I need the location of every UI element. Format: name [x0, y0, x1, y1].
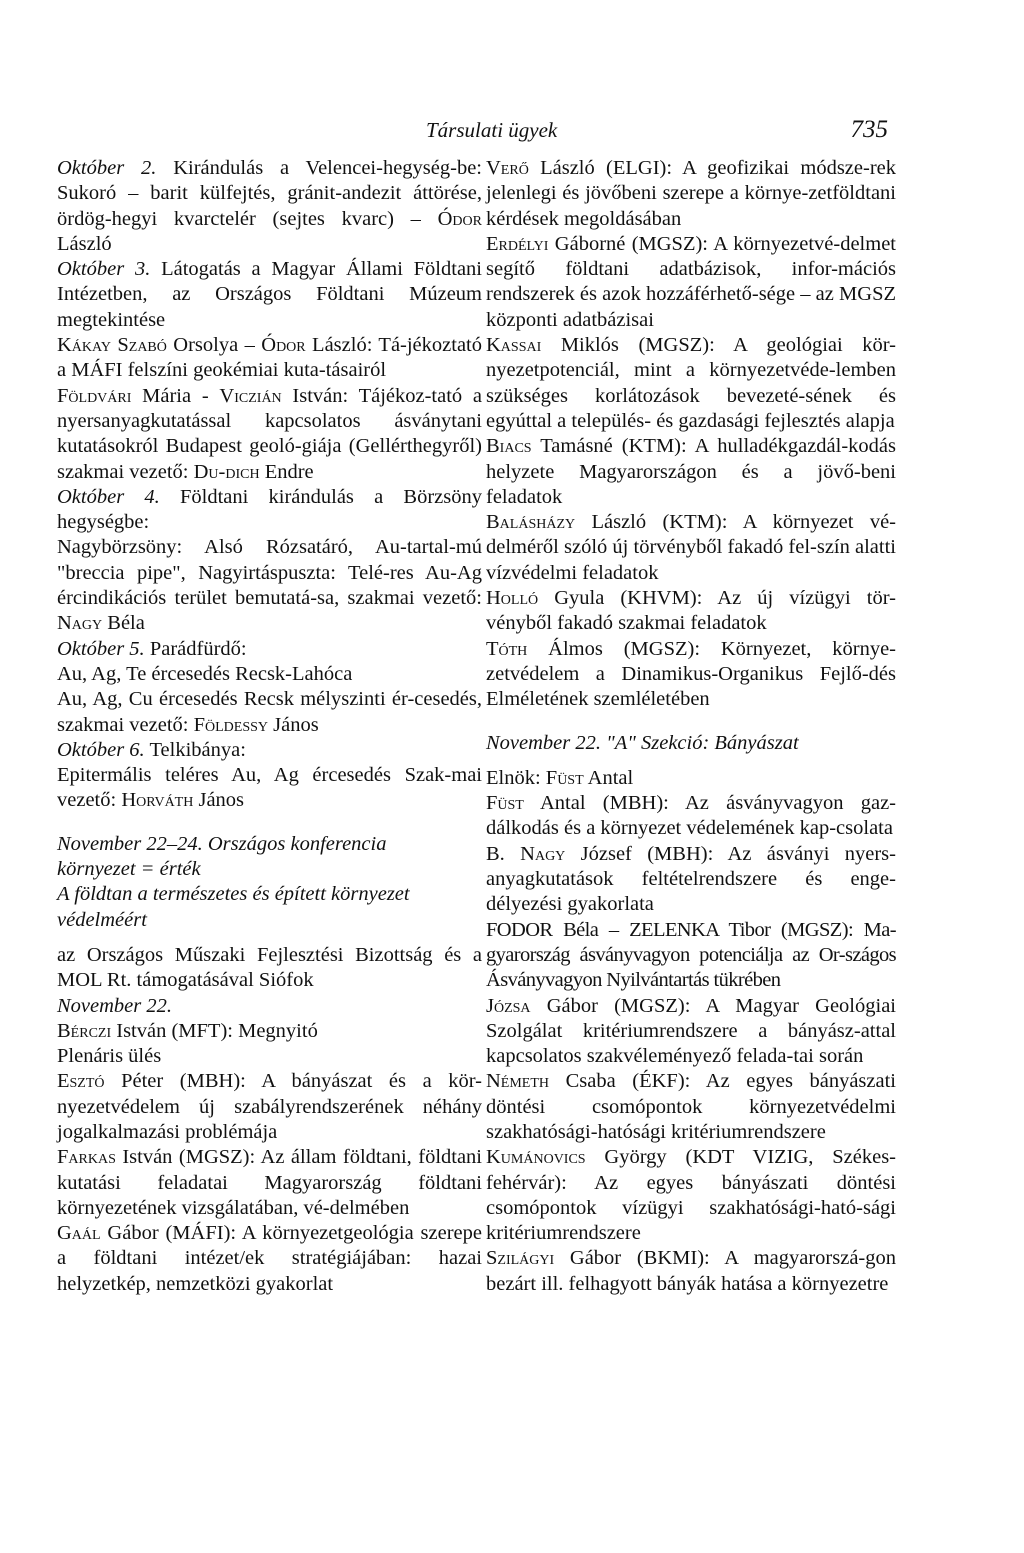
person-name: Füst — [545, 766, 584, 789]
paragraph-text: Parádfürdő: — [144, 637, 247, 660]
paragraph-biacs — [486, 434, 896, 510]
person-name: Biacs — [486, 435, 532, 458]
paragraph-gaal — [57, 1221, 482, 1297]
paragraph-text: József (MBH): Az ásványi nyers-anyagkutatások feltételrendszere és enge-délyezési gyakorlata — [486, 842, 896, 916]
paragraph-october-6 — [57, 738, 482, 763]
paragraph-text: Endre — [259, 460, 314, 483]
paragraph-kassai — [486, 333, 896, 434]
paragraph-october-3 — [57, 257, 482, 333]
section-heading: November 22. "A" Szekció: Bányászat — [486, 731, 799, 754]
person-name: Du-dich — [193, 460, 260, 483]
paragraph-text: Földtani kirándulás a Börzsöny hegységbe: — [57, 485, 482, 534]
paragraph-text: Telkibánya: — [144, 738, 246, 761]
paragraph-text: Antal (MBH): Az ásványvagyon gaz-dálkodás és a környezet védelemének kap-csolata — [486, 792, 896, 840]
paragraph-nagyborzsony — [57, 535, 482, 636]
person-name: Esztó — [57, 1070, 105, 1093]
paragraph-text: Plenáris ülés — [57, 1045, 162, 1068]
paragraph-jozsa — [486, 994, 896, 1070]
conference-heading-line2: környezet = érték — [57, 858, 201, 881]
paragraph-szilagyi — [486, 1246, 896, 1297]
date-label: Október 5. — [57, 637, 145, 660]
paragraph-text: László (ELGI): A geofizikai módsze-rek jelenlegi és jövőbeni szerepe a környe-zetföldtani kérdések megoldásában — [486, 157, 896, 230]
person-name: Erdélyi — [486, 232, 549, 255]
paragraph-foldvari — [57, 384, 482, 485]
person-name: Kassai — [486, 334, 542, 357]
paragraph-text: István: Tájékoz-tató a nyersanyagkutatással kapcsolatos ásványtani kutatásokról Budapest geoló-giája (Gellérthegyről) szakmai vezető: — [57, 384, 483, 483]
paragraph-eszto — [57, 1069, 482, 1145]
paragraph-text: István (MGSZ): Az állam földtani, földtani kutatási feladatai Magyarország földtani környezetének vizsgálatában, vé-delmében — [57, 1146, 482, 1219]
paragraph-nemeth — [486, 1069, 896, 1145]
paragraph-recsk-melyszint — [57, 687, 482, 738]
running-title: Társulati ügyek — [426, 118, 558, 142]
paragraph-text: Orsolya – — [166, 334, 262, 357]
running-header — [0, 116, 1024, 146]
person-name: Viczián — [219, 384, 282, 407]
paragraph-chair — [486, 766, 896, 791]
paragraph-text: Csaba (ÉKF): Az egyes bányászati döntési csomópontok környezetvédelmi szakhatósági-hatósági kritériumrendszere — [486, 1070, 896, 1143]
paragraph-kakay — [57, 333, 482, 384]
paragraph-text: Gáborné (MGSZ): A környezetvé-delmet segítő földtani adatbázisok, infor-mációs rendszerek és azok hozzáférhető-sége – az MGSZ központi adatbázisai — [486, 232, 896, 331]
person-name: Kákay Szabó — [57, 334, 167, 357]
paragraph-epitermalis — [57, 763, 482, 814]
person-name: Füst — [486, 792, 524, 815]
paragraph-nagy — [486, 842, 896, 918]
person-name: Nagy — [57, 612, 103, 635]
person-name: Farkas — [57, 1146, 116, 1169]
paragraph-kumanovics — [486, 1145, 896, 1246]
paragraph-november-22 — [57, 994, 482, 1019]
date-label: Október 6. — [57, 738, 145, 761]
paragraph-text: Antal — [583, 766, 634, 789]
paragraph-vero — [486, 156, 896, 232]
person-name: Németh — [486, 1070, 550, 1093]
paragraph-text: Nagybörzsöny: Alsó Rózsatáró, Au-tartal-mú "breccia pipe", Nagyirtáspuszta: Telé-res Au-Ag ércindikációs terület bemutatá-sa, szakmai vezető: — [57, 536, 482, 610]
paragraph-balashazy — [486, 510, 896, 586]
paragraph-text: Gábor (MGSZ): A Magyar Geológiai Szolgálat kritériumrendszere a bányász-attal kapcsolatos szakvéleményező felada-tai során — [486, 994, 896, 1068]
paragraph-text: Au, Ag, Cu ércesedés Recsk mélyszinti ér-cesedés, szakmai vezető: — [57, 688, 482, 736]
paragraph-farkas — [57, 1145, 482, 1221]
paragraph-text: Látogatás a Magyar Állami Földtani Intézetben, az Országos Földtani Múzeum megtekintése — [57, 258, 482, 331]
date-label: November 22. — [57, 994, 173, 1017]
person-name: Gaál — [57, 1222, 101, 1245]
person-name: Szilágyi — [486, 1247, 555, 1270]
person-name: Nagy — [520, 842, 566, 865]
paragraph-text: János — [268, 713, 319, 736]
person-name: Balásházy — [486, 511, 576, 534]
date-label: Október 4. — [57, 485, 160, 508]
person-name: Földessy — [193, 713, 269, 736]
paragraph-plenary — [57, 1044, 482, 1069]
person-name: Kumánovics — [486, 1146, 586, 1169]
date-label: Október 3. — [57, 258, 151, 281]
paragraph-text: Gyula (KHVM): Az új vízügyi tör-vényből fakadó szakmai feladatok — [486, 587, 896, 635]
paragraph-text: Miklós (MGSZ): A geológiai kör-nyezetpotenciál, mint a környezetvéde-lemben szükséges korlátozások bevezeté-sének és egyúttal a település- és gazdasági fejlesztés alapja — [486, 334, 896, 432]
section-gap — [486, 713, 896, 731]
paragraph-october-2 — [57, 156, 482, 257]
paragraph-october-5 — [57, 637, 482, 662]
paragraph-berczi — [57, 1019, 482, 1044]
person-name: Józsa — [486, 994, 531, 1017]
paragraph-text: Au, Ag, Te ércesedés Recsk-Lahóca — [57, 662, 353, 685]
paragraph-text: János — [193, 789, 245, 812]
paragraph-toth — [486, 637, 896, 713]
person-name: Holló — [486, 587, 539, 610]
page-number: 735 — [850, 116, 888, 143]
paragraph-text: FODOR Béla – ZELENKA Tibor (MGSZ): Ma-gyarország ásványvagyon potenciálja az Or-szágos Ásványvagyon Nyilvántartás tükrében — [486, 918, 896, 992]
paragraph-text: B. — [486, 842, 521, 865]
person-name: Bérczi — [57, 1019, 112, 1042]
date-label: Október 2. — [57, 157, 157, 179]
person-name: Ódor — [437, 207, 482, 230]
paragraph-text: Elnök: — [486, 766, 546, 789]
person-name: Horváth — [121, 789, 194, 812]
paragraph-text: Epitermális teléres Au, Ag ércesedés Szak-mai vezető: — [57, 764, 482, 812]
paragraph-text: Mária - — [131, 384, 220, 407]
right-column — [486, 156, 896, 1297]
paragraph-fodor-zelenka — [486, 918, 896, 994]
paragraph-hollo — [486, 586, 896, 637]
paragraph-erdelyi — [486, 232, 896, 333]
paragraph-recsk-lahoca — [57, 662, 482, 687]
paragraph-text: Gábor (BKMI): A magyarorszá-gon bezárt ill. felhagyott bányák hatása a környezetre — [486, 1247, 896, 1295]
paragraph-text: László — [57, 232, 112, 255]
paragraph-text: László: Tá-jékoztató a MÁFI felszíni geokémiai kuta-tásairól — [57, 334, 482, 382]
section-gap — [486, 756, 896, 766]
left-column — [57, 156, 482, 1297]
paragraph-text: Péter (MBH): A bányászat és a kör-nyezetvédelem új szabályrendszerének néhány jogalkalmazási problémája — [57, 1070, 482, 1143]
paragraph-fust — [486, 791, 896, 842]
person-name: Verő — [486, 157, 529, 179]
conference-heading-line3: A földtan a természetes és épített környezet védelméért — [57, 883, 410, 931]
paragraph-text: István (MFT): Megnyitó — [111, 1019, 318, 1042]
paragraph-text: György (KDT VIZIG, Székes-fehérvár): Az egyes bányászati döntési csomópontok vízügyi szakhatósági-ható-sági kritériumrendszere — [486, 1146, 896, 1245]
paragraph-sponsors — [57, 943, 482, 994]
paragraph-text: Kirándulás a Velencei-hegység-be: Sukoró – barit külfejtés, gránit-andezit áttörése, ördög-hegyi kvarctelér (sejtes kvarc) – — [57, 157, 482, 230]
person-name: Földvári — [57, 384, 132, 407]
person-name: Ódor — [261, 334, 306, 357]
section-gap — [57, 933, 482, 943]
paragraph-text: László (KTM): A környezet vé-delméről szóló új törvényből fakadó fel-szín alatti vízvédelmi feladatok — [486, 511, 896, 584]
person-name: Tóth — [486, 637, 528, 660]
paragraph-text: Tamásné (KTM): A hulladékgazdál-kodás helyzete Magyarországon és a jövő-beni feladatok — [486, 435, 896, 508]
paragraph-text: Gábor (MÁFI): A környezetgeológia szerepe a földtani intézet/ek stratégiájában: hazai helyzetkép, nemzetközi gyakorlat — [57, 1222, 482, 1295]
paragraph-text: Álmos (MGSZ): Környezet, környe-zetvédelem a Dinamikus-Organikus Fejlő-dés Elméletének szemléletében — [486, 637, 896, 711]
conference-heading-line1: November 22–24. Országos konferencia — [57, 832, 387, 855]
paragraph-october-4 — [57, 485, 482, 536]
paragraph-text: Béla — [102, 612, 145, 635]
section-gap — [57, 814, 482, 832]
paragraph-text: az Országos Műszaki Fejlesztési Bizottság és a MOL Rt. támogatásával Siófok — [57, 943, 482, 992]
